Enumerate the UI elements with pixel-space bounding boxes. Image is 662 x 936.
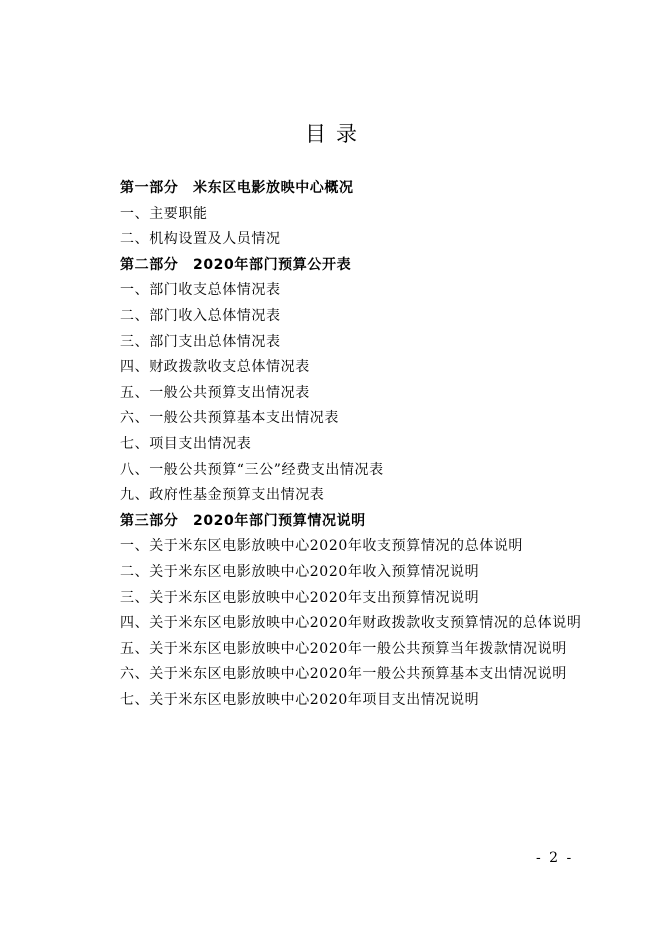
section-heading-3: 第三部分 2020年部门预算情况说明 [120, 512, 366, 529]
toc-entry: 六、一般公共预算基本支出情况表 [120, 410, 339, 427]
section-heading-1: 第一部分 米东区电影放映中心概况 [120, 180, 354, 196]
toc-entry: 九、政府性基金预算支出情况表 [120, 487, 325, 504]
toc-entry: 七、关于米东区电影放映中心2020年项目支出情况说明 [120, 691, 480, 708]
toc-entry: 一、部门收支总体情况表 [120, 282, 281, 299]
toc-entry: 二、关于米东区电影放映中心2020年收入预算情况说明 [120, 563, 480, 580]
toc-entry: 二、机构设置及人员情况 [120, 231, 281, 248]
toc-entry: 三、部门支出总体情况表 [120, 333, 281, 350]
table-of-contents [88, 176, 586, 713]
toc-entry: 二、部门收入总体情况表 [120, 307, 281, 324]
toc-entry: 四、关于米东区电影放映中心2020年财政拨款收支预算情况的总体说明 [120, 615, 582, 632]
toc-entry: 四、财政拨款收支总体情况表 [120, 359, 310, 376]
page-title: 目录 [305, 122, 367, 146]
toc-entry: 五、一般公共预算支出情况表 [120, 384, 310, 401]
toc-entry: 一、关于米东区电影放映中心2020年收支预算情况的总体说明 [120, 538, 524, 555]
toc-entry: 六、关于米东区电影放映中心2020年一般公共预算基本支出情况说明 [120, 666, 567, 683]
toc-entry: 三、关于米东区电影放映中心2020年支出预算情况说明 [120, 589, 480, 606]
page-number: - 2 - [536, 850, 574, 866]
toc-entry: 八、一般公共预算“三公”经费支出情况表 [120, 461, 384, 478]
toc-entry: 七、项目支出情况表 [120, 435, 252, 452]
toc-entry: 一、主要职能 [120, 205, 208, 222]
toc-entry: 五、关于米东区电影放映中心2020年一般公共预算当年拨款情况说明 [120, 640, 567, 657]
section-heading-2: 第二部分 2020年部门预算公开表 [120, 256, 352, 273]
